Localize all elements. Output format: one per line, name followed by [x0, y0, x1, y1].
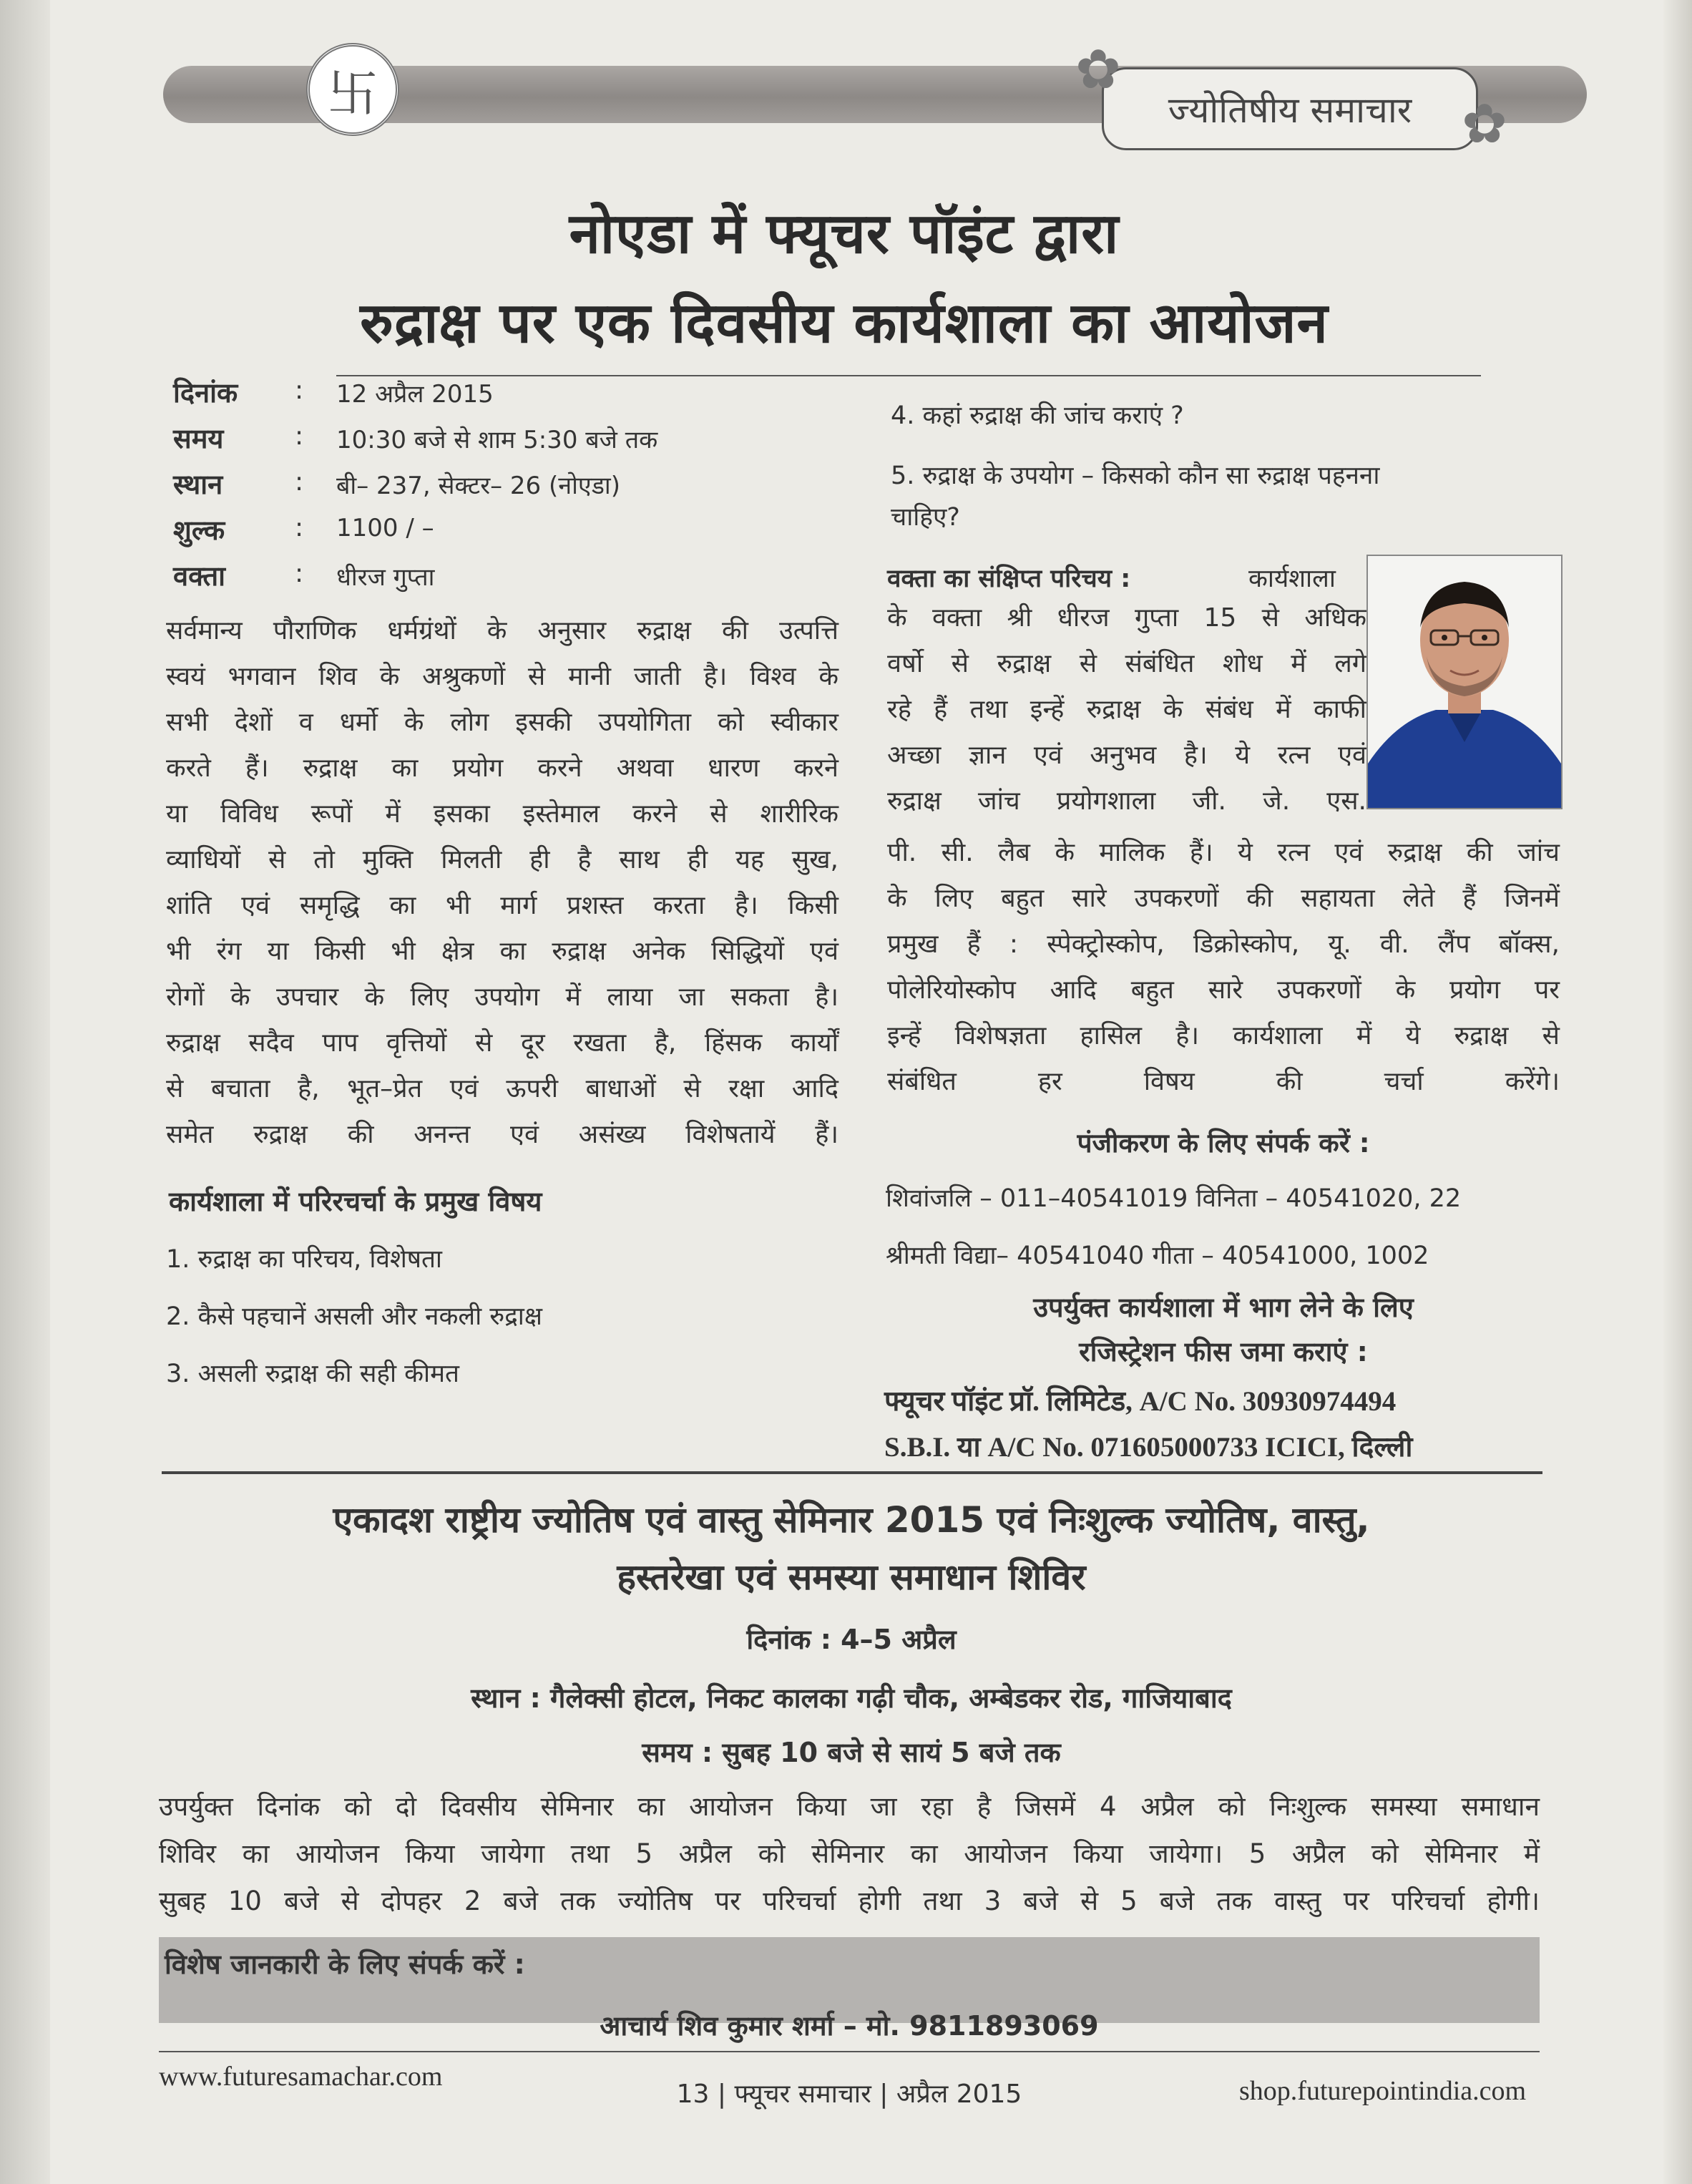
- intro-line: सभी देशों व धर्मो के लोग इसकी उपयोगिता को स्वीकार: [166, 708, 838, 737]
- title-underline: [336, 375, 1481, 376]
- fee-heading-line2: रजिस्ट्रेशन फीस जमा कराएं :: [1079, 1336, 1368, 1368]
- topic-item: 5. रुद्राक्ष के उपयोग – किसको कौन सा रुद्राक्ष पहनना: [891, 462, 1380, 490]
- topic-item: 2. कैसे पहचानें असली और नकली रुद्राक्ष: [166, 1302, 542, 1331]
- info-value-time: 10:30 बजे से शाम 5:30 बजे तक: [336, 426, 658, 454]
- flower-icon: ✿: [1075, 37, 1121, 101]
- speaker-line: प्रमुख हैं : स्पेक्ट्रोस्कोप, डिक्रोस्कोप, यू. वी. लैंप बॉक्स,: [887, 930, 1560, 959]
- intro-line: सर्वमान्य पौराणिक धर्मग्रंथों के अनुसार रुद्राक्ष की उत्पत्ति: [166, 616, 838, 645]
- intro-line: व्याधियों से तो मुक्ति मिलती ही है साथ ही यह सुख,: [166, 845, 838, 874]
- footer-website-right: shop.futurepointindia.com: [1239, 2076, 1527, 2106]
- speaker-line: वर्षो से रुद्राक्ष से संबंधित शोध में लगे: [887, 649, 1366, 678]
- flower-icon: ✿: [1462, 92, 1507, 155]
- topic-item: 4. कहां रुद्राक्ष की जांच कराएं ?: [891, 401, 1184, 430]
- intro-line: भी रंग या किसी भी क्षेत्र का रुद्राक्ष अनेक सिद्धियों एवं: [166, 937, 838, 966]
- intro-line: रोगों के उपचार के लिए उपयोग में लाया जा सकता है।: [166, 983, 838, 1012]
- footer-rule: [159, 2051, 1540, 2052]
- fee-heading-line1: उपर्युक्त कार्यशाला में भाग लेने के लिए: [1033, 1292, 1414, 1323]
- seminar-venue: स्थान : गैलेक्सी होटल, निकट कालका गढ़ी चौक, अम्बेडकर रोड, गाजियाबाद: [471, 1682, 1232, 1714]
- contact-person: आचार्य शिव कुमार शर्मा – मो. 9811893069: [600, 2010, 1099, 2042]
- bank-account-line2: S.B.I. या A/C No. 071605000733 ICICI, दिल्ली: [884, 1432, 1413, 1463]
- page-edge-shadow: [1663, 0, 1692, 2184]
- seminar-title-line1: एकादश राष्ट्रीय ज्योतिष एवं वास्तु सेमिनार 2015 एवं निःशुल्क ज्योतिष, वास्तु,: [333, 1499, 1370, 1541]
- intro-line: शांति एवं समृद्धि का भी मार्ग प्रशस्त करता है। किसी: [166, 891, 838, 920]
- info-label-fee: शुल्क: [173, 515, 225, 546]
- seminar-time: समय : सुबह 10 बजे से सायं 5 बजे तक: [642, 1737, 1061, 1768]
- topics-heading: कार्यशाला में परिरचर्चा के प्रमुख विषय: [169, 1186, 542, 1217]
- speaker-line: संबंधित हर विषय की चर्चा करेंगे।: [887, 1067, 1560, 1096]
- topic-item: 1. रुद्राक्ष का परिचय, विशेषता: [166, 1245, 442, 1274]
- speaker-line: अच्छा ज्ञान एवं अनुभव है। ये रत्न एवं: [887, 741, 1366, 770]
- speaker-portrait-image: [1368, 556, 1561, 808]
- topic-item: 3. असली रुद्राक्ष की सही कीमत: [166, 1360, 459, 1388]
- page-binding-shadow: [0, 0, 50, 2184]
- speaker-line: कार्यशाला: [1248, 565, 1336, 593]
- intro-line: रुद्राक्ष सदैव पाप वृत्तियों से दूर रखता है, हिंसक कार्यों: [166, 1028, 838, 1058]
- speaker-paragraph-wide: [887, 830, 1560, 1105]
- info-value-fee: 1100 / –: [336, 514, 434, 542]
- section-tab-label: ज्योतिषीय समाचार: [1168, 89, 1412, 131]
- seminar-body-line: शिविर का आयोजन किया जायेगा तथा 5 अप्रैल को सेमिनार का आयोजन किया जायेगा। 5 अप्रैल को सेमिनार में: [159, 1838, 1540, 1869]
- topic-item: चाहिए?: [891, 503, 960, 532]
- info-value-speaker: धीरज गुप्ता: [336, 563, 435, 592]
- info-colon: :: [295, 467, 304, 497]
- speaker-line: इन्हें विशेषज्ञता हासिल है। कार्यशाला में ये रुद्राक्ष से: [887, 1021, 1560, 1050]
- speaker-heading: वक्ता का संक्षिप्त परिचय :: [887, 565, 1131, 593]
- speaker-line: के लिए बहुत सारे उपकरणों की सहायता लेते हैं जिनमें: [887, 884, 1560, 913]
- speaker-line: रुद्राक्ष जांच प्रयोगशाला जी. जे. एस.: [887, 786, 1366, 816]
- info-label-speaker: वक्ता: [173, 560, 225, 592]
- speaker-line: रहे हैं तथा इन्हें रुद्राक्ष के संबंध में काफी: [887, 695, 1366, 724]
- speaker-paragraph-narrow: [887, 595, 1366, 824]
- seminar-date: दिनांक : 4–5 अप्रैल: [746, 1624, 957, 1655]
- speaker-photo: [1366, 555, 1563, 809]
- contact-line: श्रीमती विद्या– 40541040 गीता – 40541000, 1002: [886, 1242, 1429, 1270]
- info-label-date: दिनांक: [173, 377, 238, 409]
- info-colon: :: [295, 421, 304, 451]
- seminar-body-line: उपर्युक्त दिनांक को दो दिवसीय सेमिनार का आयोजन किया जा रहा है जिसमें 4 अप्रैल को निःशुल्क समस्या समाधान: [159, 1791, 1540, 1822]
- speaker-line: पी. सी. लैब के मालिक हैं। ये रत्न एवं रुद्राक्ष की जांच: [887, 838, 1560, 867]
- special-contact-heading: विशेष जानकारी के लिए संपर्क करें :: [165, 1949, 525, 1980]
- intro-line: या विविध रूपों में इसका इस्तेमाल करने से शारीरिक: [166, 799, 838, 829]
- article-title-line1: नोएडा में फ्यूचर पॉइंट द्वारा: [569, 202, 1120, 266]
- info-value-date: 12 अप्रैल 2015: [336, 380, 494, 409]
- seminar-body: [159, 1783, 1540, 1925]
- info-colon: :: [295, 376, 304, 405]
- section-divider: [162, 1471, 1542, 1474]
- bank-account-line1: फ्यूचर पॉइंट प्रॉ. लिमिटेड, A/C No. 30930974494: [884, 1386, 1397, 1417]
- speaker-line: के वक्ता श्री धीरज गुप्ता 15 से अधिक: [887, 603, 1366, 633]
- info-colon: :: [295, 513, 304, 542]
- footer-website-left: www.futuresamachar.com: [159, 2062, 443, 2092]
- contact-line: शिवांजलि – 011–40541019 विनिता – 40541020, 22: [886, 1184, 1462, 1213]
- footer-page-info: 13 | फ्यूचर समाचार | अप्रैल 2015: [676, 2080, 1022, 2109]
- info-value-venue: बी– 237, सेक्टर– 26 (नोएडा): [336, 472, 620, 500]
- speaker-line: पोलेरियोस्कोप आदि बहुत सारे उपकरणों के प्रयोग पर: [887, 975, 1560, 1005]
- article-title-line2: रुद्राक्ष पर एक दिवसीय कार्यशाला का आयोजन: [360, 291, 1329, 356]
- intro-line: स्वयं भगवान शिव के अश्रुकणों से मानी जाती है। विश्व के: [166, 662, 838, 691]
- section-tab: [1102, 67, 1478, 150]
- swastika-emblem-icon: 卐: [306, 43, 399, 136]
- info-label-time: समय: [173, 423, 224, 454]
- intro-line: से बचाता है, भूत–प्रेत एवं ऊपरी बाधाओं से रक्षा आदि: [166, 1074, 838, 1103]
- seminar-body-line: सुबह 10 बजे से दोपहर 2 बजे तक ज्योतिष पर परिचर्चा होगी तथा 3 बजे से 5 बजे तक वास्तु पर परिचर्चा होगी।: [159, 1886, 1540, 1916]
- registration-heading: पंजीकरण के लिए संपर्क करें :: [1077, 1128, 1370, 1159]
- intro-line: करते हैं। रुद्राक्ष का प्रयोग करने अथवा धारण करने: [166, 754, 838, 783]
- info-colon: :: [295, 559, 304, 588]
- intro-paragraph: [166, 608, 838, 1158]
- seminar-title-line2: हस्तरेखा एवं समस्या समाधान शिविर: [617, 1556, 1086, 1598]
- intro-line: समेत रुद्राक्ष की अनन्त एवं असंख्य विशेषतायें हैं।: [166, 1120, 838, 1149]
- info-label-venue: स्थान: [173, 469, 223, 500]
